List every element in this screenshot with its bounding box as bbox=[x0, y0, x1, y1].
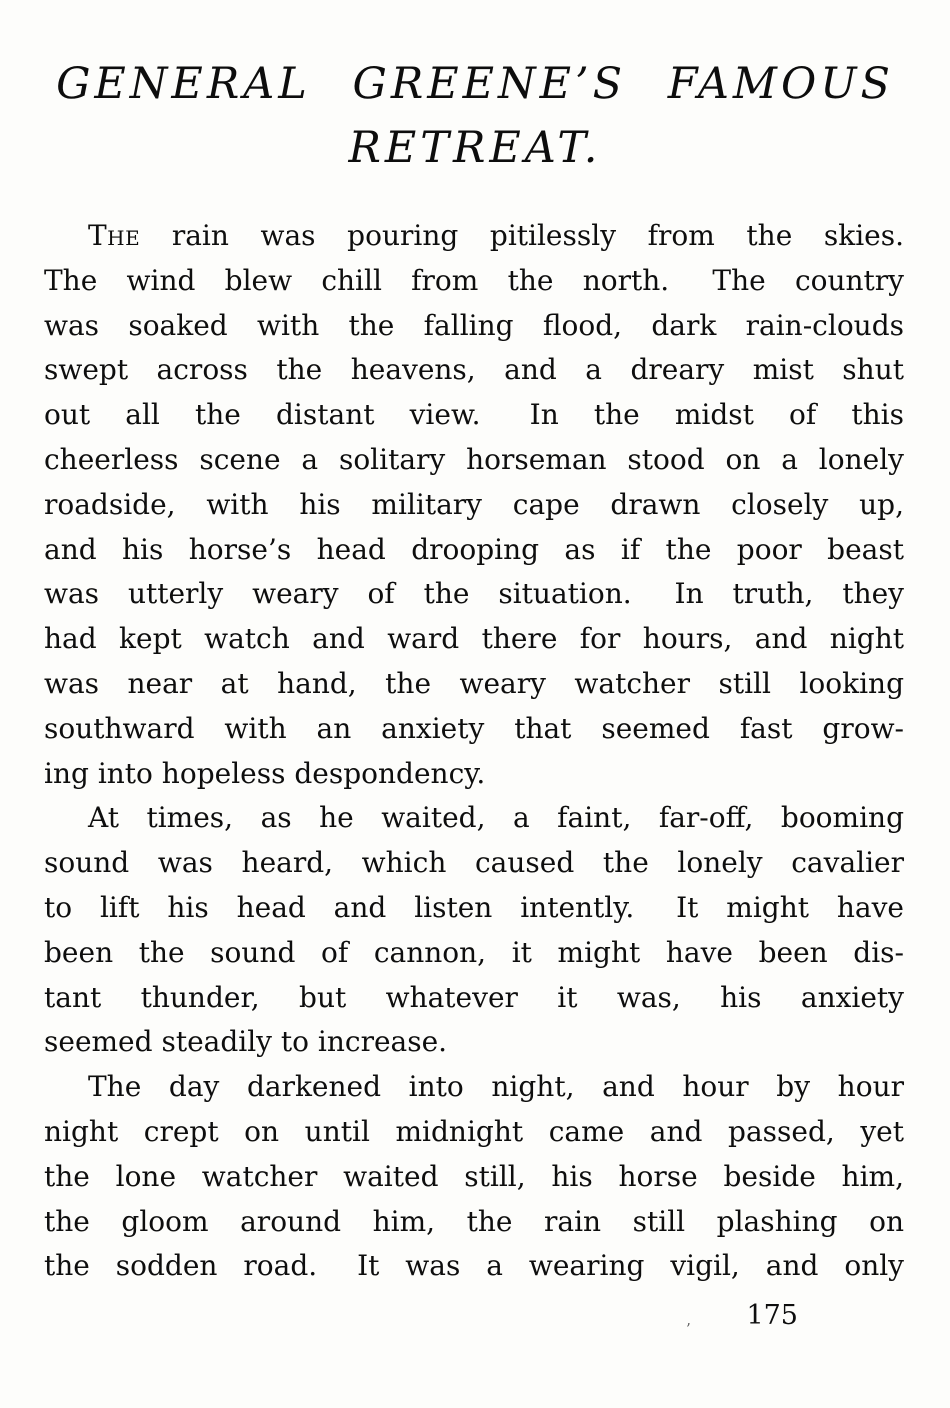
paragraph-1-line-11: was near at hand, the weary watcher still looking bbox=[44, 666, 904, 700]
page-number: 175 bbox=[746, 1300, 798, 1331]
print-artifact-speck: ’ bbox=[686, 1320, 691, 1338]
body-text bbox=[0, 180, 950, 1289]
paragraph-1-line-10: had kept watch and ward there for hours, and night bbox=[44, 622, 904, 656]
paragraph-3-line-2: night crept on until midnight came and passed, yet bbox=[44, 1114, 904, 1148]
line-text: rain was pouring pitilessly from the skies. bbox=[171, 219, 905, 252]
paragraph-2-line-5: tant thunder, but whatever it was, his anxiety bbox=[44, 980, 904, 1014]
paragraph-2-line-4: been the sound of cannon, it might have been dis- bbox=[44, 935, 904, 969]
paragraph-1-line-1 bbox=[44, 214, 904, 259]
paragraph-3-line-4: the gloom around him, the rain still plashing on bbox=[44, 1204, 904, 1238]
paragraph-3-line-3: the lone watcher waited still, his horse beside him, bbox=[44, 1159, 904, 1193]
chapter-title-line-1: GENERAL GREENE’S FAMOUS bbox=[56, 59, 894, 109]
paragraph-1-line-4: swept across the heavens, and a dreary mist shut bbox=[44, 353, 904, 387]
paragraph-3-line-1: The day darkened into night, and hour by hour bbox=[88, 1070, 904, 1104]
paragraph-1-line-3: was soaked with the falling flood, dark rain-clouds bbox=[44, 308, 904, 342]
paragraph-1-line-6: cheerless scene a solitary horseman stood on a lonely bbox=[44, 442, 904, 476]
lead-word: The bbox=[88, 219, 141, 252]
paragraph-1-line-2: The wind blew chill from the north. The country bbox=[44, 263, 904, 297]
paragraph-1-line-7: roadside, with his military cape drawn closely up, bbox=[44, 487, 904, 521]
chapter-title-line-2: RETREAT. bbox=[348, 123, 602, 173]
paragraph-1-line-9: was utterly weary of the situation. In truth, they bbox=[44, 577, 904, 611]
paragraph-2-line-2: sound was heard, which caused the lonely cavalier bbox=[44, 846, 904, 880]
paragraph-1-line-8: and his horse’s head drooping as if the poor beast bbox=[44, 532, 904, 566]
paragraph-1-line-13: ing into hopeless despondency. bbox=[44, 756, 486, 790]
paragraph-2-line-1: At times, as he waited, a faint, far-off, booming bbox=[88, 801, 904, 835]
paragraph-3-line-5: the sodden road. It was a wearing vigil, and only bbox=[44, 1249, 904, 1283]
chapter-title bbox=[0, 0, 950, 180]
paragraph-2-line-3: to lift his head and listen intently. It might have bbox=[44, 890, 904, 924]
paragraph-1-line-5: out all the distant view. In the midst of this bbox=[44, 398, 904, 432]
paragraph-2-line-6: seemed steadily to increase. bbox=[44, 1025, 448, 1059]
paragraph-1-line-12: southward with an anxiety that seemed fast grow- bbox=[44, 711, 904, 745]
